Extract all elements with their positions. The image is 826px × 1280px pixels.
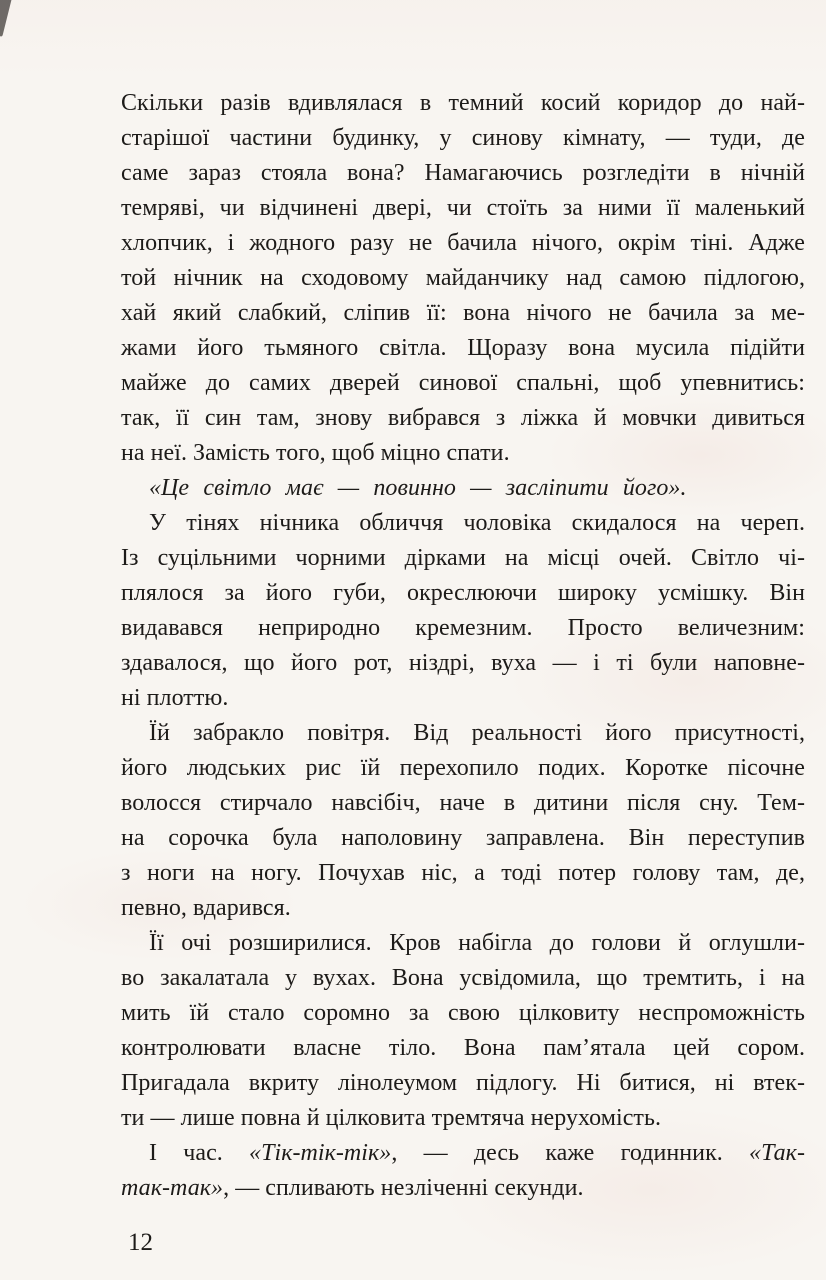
text-line [121,261,805,296]
paragraph [121,716,805,926]
paragraph [121,1136,805,1206]
paragraph [121,471,805,506]
text-run: на сорочка була наполовину заправлена. Він переступив [121,825,805,851]
text-run: ні плоттю. [121,685,229,711]
text-line [121,716,805,751]
text-run: Із суцільними чорними дірками на місці очей. Світло чі- [121,545,805,571]
text-line [121,611,805,646]
text-line [121,471,805,506]
text-line [121,331,805,366]
text-line [121,856,805,891]
text-run: певно, вдарився. [121,895,291,921]
text-line [121,86,805,121]
text-run: Пригадала вкриту лінолеумом підлогу. Ні битися, ні втек- [121,1070,805,1096]
text-line [121,1171,805,1206]
text-run: майже до самих дверей синової спальні, щоб упевнитись: [121,370,805,396]
text-line [121,156,805,191]
text-run: У тінях нічника обличчя чоловіка скидалося на череп. [149,510,805,536]
text-line [121,1101,805,1136]
text-line [121,436,805,471]
scan-corner-artifact [0,0,13,37]
text-line [121,401,805,436]
text-run: мить їй стало соромно за свою цілковиту неспроможність [121,1000,805,1026]
text-run: Скільки разів вдивлялася в темний косий коридор до най- [121,90,805,116]
text-line [121,576,805,611]
text-line [121,681,805,716]
text-line [121,926,805,961]
text-run: на неї. Замість того, щоб міцно спати. [121,440,510,466]
text-run: во закалатала у вухах. Вона усвідомила, що тремтить, і на [121,965,805,991]
text-run: ти — лише повна й цілковита тремтяча нерухомість. [121,1105,661,1131]
text-run: саме зараз стояла вона? Намагаючись розгледіти в нічній [121,160,805,186]
text-run: той нічник на сходовому майданчику над самою підлогою, [121,265,805,291]
text-run: жами його тьмяного світла. Щоразу вона мусила підійти [121,335,805,361]
italic-run: «Це світло має — повинно — засліпити його». [149,475,687,501]
italic-run: так-так» [121,1175,224,1201]
text-line [121,996,805,1031]
text-run: хай який слабкий, сліпив її: вона нічого не бачила за ме- [121,300,805,326]
text-run: плялося за його губи, окреслюючи широку усмішку. Він [121,580,805,606]
text-line [121,121,805,156]
text-line [121,786,805,821]
text-line [121,646,805,681]
text-run: Її очі розширилися. Кров набігла до голови й оглушли- [149,930,805,956]
italic-run: «Так- [749,1140,805,1166]
text-run: хлопчик, і жодного разу не бачила нічого, окрім тіні. Адже [121,230,805,256]
text-run: темряві, чи відчинені двері, чи стоїть за ними її маленький [121,195,805,221]
paragraph [121,506,805,716]
text-run: старішої частини будинку, у синову кімнату, — туди, де [121,125,805,151]
text-run: його людських рис їй перехопило подих. Коротке пісочне [121,755,805,781]
text-line [121,191,805,226]
text-run: волосся стирчало навсібіч, наче в дитини після сну. Тем- [121,790,805,816]
text-run: , — десь каже годинник. [391,1140,750,1166]
text-line [121,891,805,926]
text-line [121,821,805,856]
page-number: 12 [128,1229,153,1256]
paragraph [121,926,805,1136]
text-line [121,226,805,261]
italic-run: «Тік-тік-тік» [249,1140,392,1166]
text-block [121,86,805,1206]
text-run: так, її син там, знову вибрався з ліжка й мовчки дивиться [121,405,805,431]
text-run: контролювати власне тіло. Вона пам’ятала цей сором. [121,1035,805,1061]
text-line [121,541,805,576]
text-line [121,506,805,541]
text-run: Їй забракло повітря. Від реальності його присутності, [149,720,805,746]
text-line [121,961,805,996]
paragraph [121,86,805,471]
text-run: , — спливають незліченні секунди. [223,1175,584,1201]
text-run: з ноги на ногу. Почухав ніс, а тоді потер голову там, де, [121,860,805,886]
text-run: здавалося, що його рот, ніздрі, вуха — і ті були наповне- [121,650,805,676]
text-run: видавався неприродно кремезним. Просто величезним: [121,615,805,641]
text-line [121,1136,805,1171]
text-line [121,366,805,401]
text-line [121,296,805,331]
text-line [121,751,805,786]
text-run: І час. [149,1140,250,1166]
text-line [121,1031,805,1066]
text-line [121,1066,805,1101]
